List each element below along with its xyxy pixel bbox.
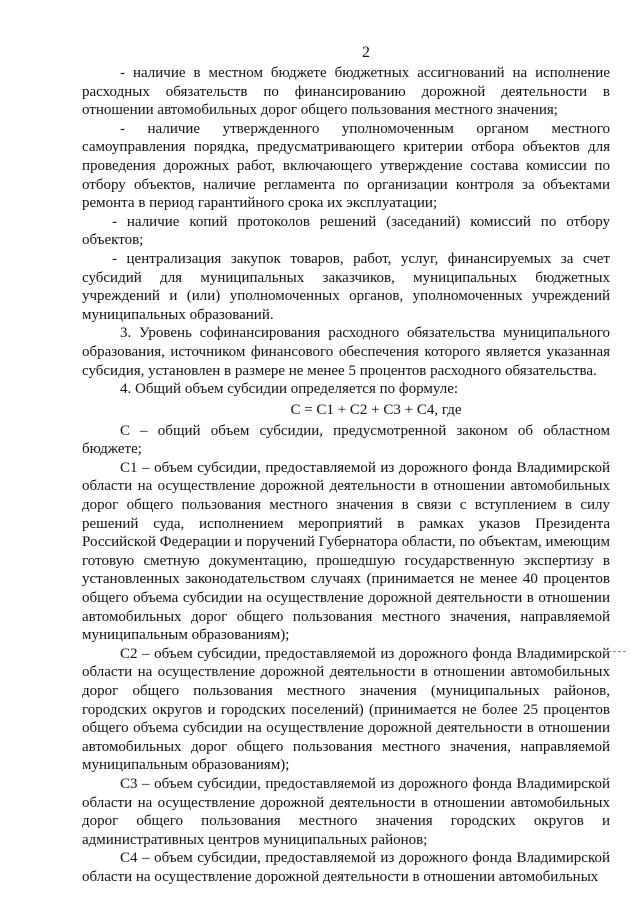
condition-protocol-copies: - наличие копий протоколов решений (заседаний) комиссий по отбору объектов; <box>82 213 610 249</box>
definition-c2: С2 – объем субсидии, предоставляемой из дорожного фонда Владимирской области на осуществление дорожной деятельности в отношении автомобильных дорог общего пользования местного значения (муниципальных районов, городских округов и городских поселений) (принимается не более 25 процентов общего объема субсидии на осуществление дорожной деятельности в отношении автомобильных дорог общего пользования местного значения, направляемой муниципальным образованиям); <box>82 645 610 774</box>
subsidy-formula: С = С1 + С2 + С3 + С4, где <box>290 401 462 418</box>
condition-budget-allocations: - наличие в местном бюджете бюджетных ассигнований на исполнение расходных обязательств по финансированию дорожной деятельности в отношении автомобильных дорог общего пользования местного значения; <box>82 65 610 119</box>
total-subsidy-clause: 4. Общий объем субсидии определяется по формуле: <box>120 381 459 398</box>
definition-c: С – общий объем субсидии, предусмотренной законом об областном бюджете; <box>82 422 610 458</box>
definition-c3: С3 – объем субсидии, предоставляемой из дорожного фонда Владимирской области на осуществление дорожной деятельности в отношении автомобильных дорог общего пользования местного значения городских округов и административных центров муниципальных районов; <box>82 775 610 848</box>
cofinancing-level-clause: 3. Уровень софинансирования расходного обязательства муниципального образования, источником финансового обеспечения которого является указанная субсидия, установлен в размере не менее 5 процентов расходного обязательства. <box>82 325 610 379</box>
definition-c1: С1 – объем субсидии, предоставляемой из дорожного фонда Владимирской области на осуществление дорожной деятельности в отношении автомобильных дорог общего пользования местного значения в связи с вступлением в силу решений суда, исполнением мероприятий в рамках указов Президента Российской Федерации и поручений Губернатора области, по объектам, имеющим готовую сметную документацию, прошедшую государственную экспертизу в установленных законодательством случаях (принимается не менее 40 процентов общего объема субсидии на осуществление дорожной деятельности в отношении автомобильных дорог общего пользования местного значения, направляемой муниципальным образованиям); <box>82 459 610 644</box>
condition-selection-procedure: - наличие утвержденного уполномоченным органом местного самоуправления порядка, предусматривающего критерии отбора объектов для проведения дорожных работ, включающего утверждение состава комиссии по отбору объектов, наличие регламента по организации контроля за объектами ремонта в период гарантийного срока их эксплуатации; <box>82 120 610 212</box>
condition-centralized-procurement: - централизация закупок товаров, работ, услуг, финансируемых за счет субсидий для муниципальных заказчиков, муниципальных бюджетных учреждений и (или) уполномоченных органов, уполномоченных учреждений муниципальных образований. <box>82 250 610 323</box>
definition-c4: С4 – объем субсидии, предоставляемой из дорожного фонда Владимирской области на осуществление дорожной деятельности в отношении автомобильных <box>82 850 610 885</box>
page-number: 2 <box>362 44 370 61</box>
scan-artifact-line <box>598 651 626 653</box>
